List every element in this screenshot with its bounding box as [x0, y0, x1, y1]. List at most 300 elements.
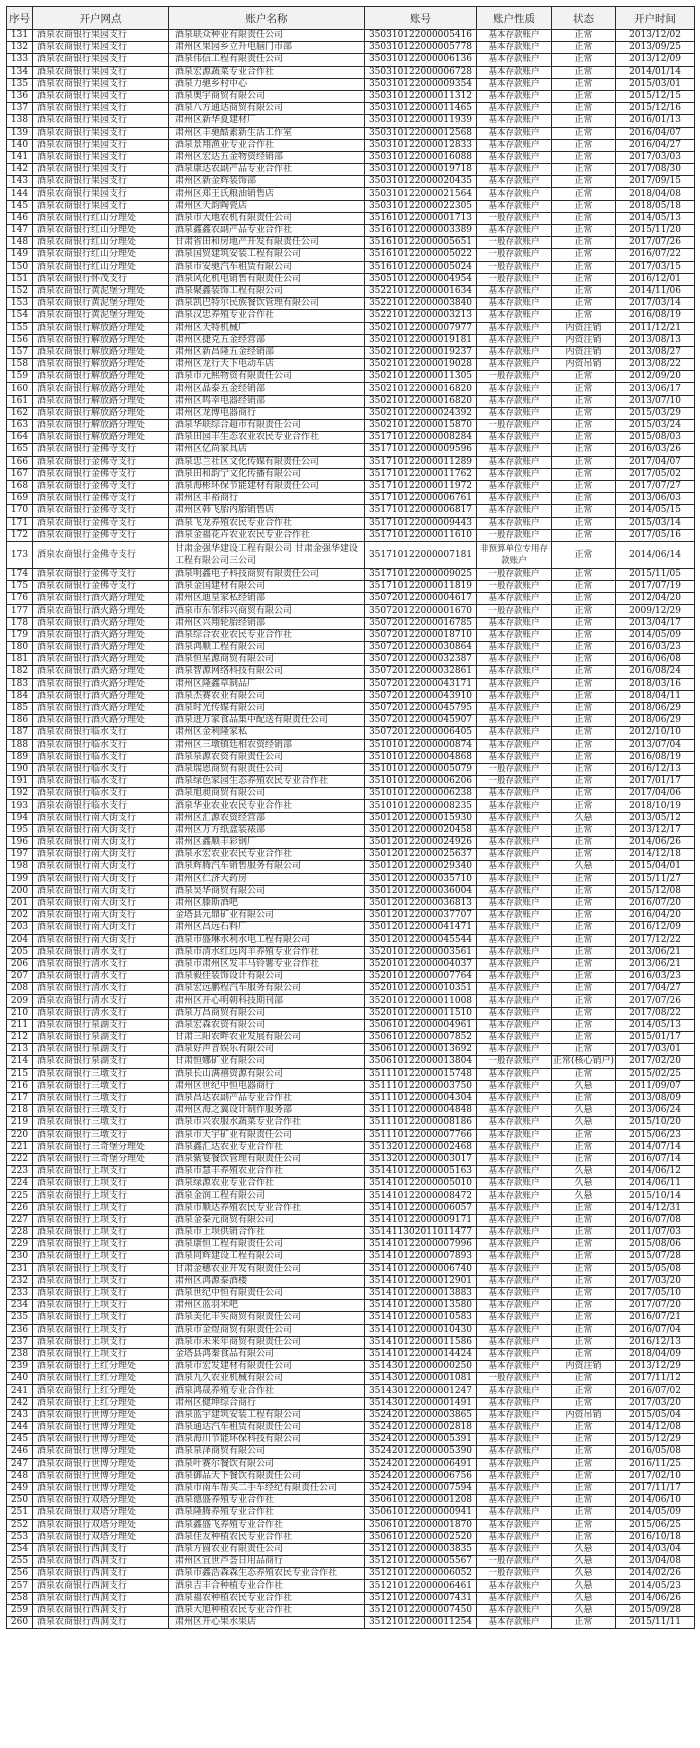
cell-branch: 酒泉农商银行酒火路分理处: [33, 666, 169, 678]
cell-status: 正常: [552, 1397, 616, 1409]
cell-branch: 酒泉农商银行清水支行: [33, 983, 169, 995]
table-row: [7, 237, 695, 249]
cell-index: 239: [7, 1361, 33, 1373]
cell-branch: 酒泉农商银行果园支行: [33, 78, 169, 90]
cell-account-type: 基本存款账户: [477, 1458, 552, 1470]
cell-open-date: 2015/01/17: [616, 1032, 695, 1044]
cell-index: 150: [7, 261, 33, 273]
cell-account-number: 352210122000003840: [365, 298, 477, 310]
cell-account-name: 酒泉华联综合超市有限责任公司: [169, 420, 365, 432]
cell-account-name: 肃州区世纪中恒电器商行: [169, 1080, 365, 1092]
cell-account-number: 351710122000011762: [365, 468, 477, 480]
cell-account-number: 351410122000011586: [365, 1336, 477, 1348]
table-row: [7, 897, 695, 909]
table-row: [7, 1385, 695, 1397]
cell-account-type: 基本存款账户: [477, 225, 552, 237]
cell-index: 211: [7, 1019, 33, 1031]
cell-branch: 酒泉农商银行金佛寺支行: [33, 505, 169, 517]
cell-index: 199: [7, 873, 33, 885]
cell-account-name: 酒泉市上坝供销合作社: [169, 1227, 365, 1239]
cell-account-name: 酒泉市清水红远肉羊养殖专业合作社: [169, 946, 365, 958]
cell-account-name: 肃州区万方纸盒装裱部: [169, 824, 365, 836]
cell-status: 正常: [552, 1202, 616, 1214]
cell-account-name: 酒泉美化丰实商贸有限责任公司: [169, 1312, 365, 1324]
cell-branch: 酒泉农商银行金佛寺支行: [33, 541, 169, 568]
cell-branch: 酒泉农商银行泉湖支行: [33, 1056, 169, 1068]
cell-status: 正常: [552, 581, 616, 593]
cell-account-type: 基本存款账户: [477, 934, 552, 946]
cell-status: 久悬: [552, 1604, 616, 1616]
table-row: [7, 151, 695, 163]
cell-branch: 酒泉农商银行上坝支行: [33, 1178, 169, 1190]
cell-account-name: 酒泉市慧丰养殖农业合作社: [169, 1166, 365, 1178]
cell-account-number: 350120122000045544: [365, 934, 477, 946]
cell-status: 正常: [552, 1336, 616, 1348]
cell-status: 正常: [552, 1275, 616, 1287]
cell-account-name: 酒泉康达农副产品专业合作社: [169, 164, 365, 176]
table-row: [7, 763, 695, 775]
table-row: [7, 1434, 695, 1446]
table-row: [7, 139, 695, 151]
cell-account-number: 350720122000032861: [365, 666, 477, 678]
table-row: [7, 1202, 695, 1214]
cell-account-name: 酒泉市兴农服水蔬菜专业合作社: [169, 1117, 365, 1129]
cell-status: 正常: [552, 971, 616, 983]
table-row: [7, 727, 695, 739]
table-row: [7, 1568, 695, 1580]
cell-index: 160: [7, 383, 33, 395]
cell-account-type: 基本存款账户: [477, 151, 552, 163]
cell-status: 正常: [552, 529, 616, 541]
table-row: [7, 1336, 695, 1348]
cell-branch: 酒泉农商银行上坝支行: [33, 1239, 169, 1251]
cell-open-date: 2015/05/04: [616, 1409, 695, 1421]
cell-open-date: 2015/03/24: [616, 420, 695, 432]
cell-account-type: 基本存款账户: [477, 642, 552, 654]
cell-account-number: 351710122000009443: [365, 517, 477, 529]
table-row: [7, 54, 695, 66]
cell-account-number: 352210122000003213: [365, 310, 477, 322]
table-row: [7, 1482, 695, 1494]
cell-index: 187: [7, 727, 33, 739]
cell-status: 正常: [552, 983, 616, 995]
cell-account-type: 基本存款账户: [477, 285, 552, 297]
cell-branch: 酒泉农商银行双塔分理处: [33, 1519, 169, 1531]
cell-branch: 酒泉农商银行果园支行: [33, 54, 169, 66]
cell-account-number: 351110122000008186: [365, 1117, 477, 1129]
table-row: [7, 30, 695, 42]
cell-status: 正常: [552, 1153, 616, 1165]
cell-index: 255: [7, 1556, 33, 1568]
table-row: [7, 1129, 695, 1141]
cell-account-type: 基本存款账户: [477, 1519, 552, 1531]
cell-status: 正常: [552, 1373, 616, 1385]
cell-branch: 酒泉农商银行南大街支行: [33, 934, 169, 946]
cell-open-date: 2017/07/20: [616, 1300, 695, 1312]
cell-index: 170: [7, 505, 33, 517]
cell-account-type: 基本存款账户: [477, 1202, 552, 1214]
cell-account-name: 肃州区鸣幸电器经销部: [169, 395, 365, 407]
cell-status: 正常: [552, 958, 616, 970]
cell-account-type: 基本存款账户: [477, 200, 552, 212]
cell-account-name: 酒泉叶赛尔餐饮有限公司: [169, 1458, 365, 1470]
cell-account-name: 肃州区韩飞胎内胎销售店: [169, 505, 365, 517]
cell-account-number: 351010122000006238: [365, 788, 477, 800]
table-row: [7, 1141, 695, 1153]
cell-account-name: 酒泉隆腾养殖专业合作社: [169, 1507, 365, 1519]
cell-status: 正常: [552, 1263, 616, 1275]
cell-account-name: 酒泉御品天下餐饮有限责任公司: [169, 1470, 365, 1482]
cell-index: 221: [7, 1141, 33, 1153]
cell-branch: 酒泉农商银行上坝支行: [33, 1263, 169, 1275]
cell-account-type: 基本存款账户: [477, 897, 552, 909]
cell-status: 正常: [552, 1495, 616, 1507]
table-row: [7, 824, 695, 836]
cell-account-number: 350120122000020458: [365, 824, 477, 836]
cell-open-date: 2013/12/09: [616, 54, 695, 66]
cell-branch: 酒泉农商银行西洞支行: [33, 1568, 169, 1580]
cell-account-name: 酒泉泉泽商贸有限公司: [169, 1446, 365, 1458]
table-row: [7, 298, 695, 310]
cell-account-name: 酒泉吉丰合种植专业合作社: [169, 1580, 365, 1592]
cell-status: 正常: [552, 654, 616, 666]
cell-index: 194: [7, 812, 33, 824]
cell-index: 183: [7, 678, 33, 690]
cell-account-name: 酒泉绿源农业专业合作社: [169, 1178, 365, 1190]
cell-branch: 酒泉农商银行金佛寺支行: [33, 468, 169, 480]
cell-account-name: 酒泉佳友种植农民专业合作社: [169, 1531, 365, 1543]
cell-account-type: 基本存款账户: [477, 1422, 552, 1434]
cell-open-date: 2016/07/08: [616, 1214, 695, 1226]
table-row: [7, 1556, 695, 1568]
cell-open-date: 2013/08/09: [616, 1092, 695, 1104]
cell-account-type: 一般存款账户: [477, 776, 552, 788]
cell-branch: 酒泉农商银行南大街支行: [33, 910, 169, 922]
cell-account-type: 基本存款账户: [477, 824, 552, 836]
cell-open-date: 2017/11/12: [616, 1373, 695, 1385]
cell-account-number: 350210122000019237: [365, 346, 477, 358]
cell-status: 正常: [552, 480, 616, 492]
cell-account-name: 酒泉毅佳装饰设计有限公司: [169, 971, 365, 983]
cell-index: 164: [7, 432, 33, 444]
cell-status: 正常: [552, 751, 616, 763]
cell-account-type: 基本存款账户: [477, 1214, 552, 1226]
cell-open-date: 2014/01/14: [616, 66, 695, 78]
cell-open-date: 2014/02/26: [616, 1568, 695, 1580]
cell-index: 214: [7, 1056, 33, 1068]
cell-open-date: 2017/03/15: [616, 261, 695, 273]
cell-account-type: 基本存款账户: [477, 1470, 552, 1482]
cell-index: 250: [7, 1495, 33, 1507]
cell-account-type: 基本存款账户: [477, 517, 552, 529]
cell-status: 正常: [552, 1312, 616, 1324]
cell-open-date: 2016/03/26: [616, 444, 695, 456]
cell-account-type: 基本存款账户: [477, 1117, 552, 1129]
cell-open-date: 2014/05/09: [616, 629, 695, 641]
cell-index: 240: [7, 1373, 33, 1385]
cell-index: 203: [7, 922, 33, 934]
cell-open-date: 2014/06/12: [616, 1166, 695, 1178]
cell-index: 212: [7, 1032, 33, 1044]
cell-open-date: 2018/04/11: [616, 690, 695, 702]
cell-account-type: 基本存款账户: [477, 910, 552, 922]
cell-account-type: 基本存款账户: [477, 1385, 552, 1397]
cell-open-date: 2018/06/29: [616, 702, 695, 714]
cell-account-type: 基本存款账户: [477, 90, 552, 102]
cell-account-type: 基本存款账户: [477, 922, 552, 934]
cell-account-name: 肃州区健坤综合商行: [169, 1397, 365, 1409]
cell-branch: 酒泉农商银行上坝支行: [33, 1348, 169, 1360]
table-row: [7, 456, 695, 468]
cell-account-type: 基本存款账户: [477, 1153, 552, 1165]
cell-account-type: 一般存款账户: [477, 273, 552, 285]
cell-status: 内资吊销: [552, 359, 616, 371]
cell-account-name: 肃州区新华夏建材厂: [169, 115, 365, 127]
cell-open-date: 2015/05/08: [616, 1263, 695, 1275]
table-row: [7, 1300, 695, 1312]
cell-status: 正常: [552, 629, 616, 641]
cell-branch: 酒泉农商银行清水支行: [33, 958, 169, 970]
table-row: [7, 1044, 695, 1056]
cell-status: 正常: [552, 873, 616, 885]
table-row: [7, 1422, 695, 1434]
cell-account-type: 基本存款账户: [477, 1580, 552, 1592]
cell-account-number: 350720122000045795: [365, 702, 477, 714]
cell-status: 内资注销: [552, 346, 616, 358]
cell-account-number: 352420122000006491: [365, 1458, 477, 1470]
cell-index: 138: [7, 115, 33, 127]
cell-branch: 酒泉农商银行金佛寺支行: [33, 444, 169, 456]
cell-index: 242: [7, 1397, 33, 1409]
cell-status: 正常: [552, 568, 616, 580]
cell-status: 正常: [552, 702, 616, 714]
cell-branch: 酒泉农商银行临水支行: [33, 751, 169, 763]
cell-index: 165: [7, 444, 33, 456]
table-row: [7, 1324, 695, 1336]
table-row: [7, 1446, 695, 1458]
table-row: [7, 568, 695, 580]
cell-account-type: 一般存款账户: [477, 1568, 552, 1580]
cell-status: 内资注销: [552, 322, 616, 334]
cell-account-type: 基本存款账户: [477, 995, 552, 1007]
cell-account-type: 基本存款账户: [477, 1227, 552, 1239]
cell-account-type: 基本存款账户: [477, 1068, 552, 1080]
cell-account-number: 350610122000004961: [365, 1019, 477, 1031]
cell-open-date: 2017/05/16: [616, 529, 695, 541]
cell-open-date: 2016/04/27: [616, 139, 695, 151]
cell-branch: 酒泉农商银行果园支行: [33, 66, 169, 78]
cell-account-name: 酒泉智源网络科技有限公司: [169, 666, 365, 678]
cell-account-name: 酒泉永宏农业农民专业合作社: [169, 849, 365, 861]
table-row: [7, 493, 695, 505]
cell-account-number: 350720122000043171: [365, 678, 477, 690]
cell-open-date: 2017/02/20: [616, 1056, 695, 1068]
cell-account-name: 酒泉方圆农业有限责任公司: [169, 1543, 365, 1555]
cell-status: 正常: [552, 212, 616, 224]
cell-account-name: 酒泉昌达农副产品专业合作社: [169, 1092, 365, 1104]
cell-open-date: 2015/08/03: [616, 432, 695, 444]
cell-open-date: 2014/03/04: [616, 1543, 695, 1555]
cell-branch: 酒泉农商银行南大街支行: [33, 824, 169, 836]
cell-account-type: 基本存款账户: [477, 346, 552, 358]
table-row: [7, 776, 695, 788]
cell-status: 正常: [552, 188, 616, 200]
cell-open-date: 2016/03/23: [616, 642, 695, 654]
cell-open-date: 2015/06/23: [616, 1129, 695, 1141]
cell-status: 正常: [552, 715, 616, 727]
cell-account-type: 基本存款账户: [477, 359, 552, 371]
cell-status: 正常: [552, 505, 616, 517]
cell-account-type: 基本存款账户: [477, 164, 552, 176]
cell-branch: 酒泉农商银行酒火路分理处: [33, 690, 169, 702]
cell-open-date: 2017/04/27: [616, 983, 695, 995]
cell-account-type: 基本存款账户: [477, 1336, 552, 1348]
cell-status: 正常: [552, 54, 616, 66]
cell-status: 内资吊销: [552, 1409, 616, 1421]
cell-status: 正常: [552, 176, 616, 188]
cell-open-date: 2012/10/10: [616, 727, 695, 739]
cell-account-number: 351710122000009025: [365, 568, 477, 580]
cell-account-number: 350210122000011305: [365, 371, 477, 383]
table-row: [7, 605, 695, 617]
cell-open-date: 2013/12/17: [616, 824, 695, 836]
cell-account-name: 肃州区龙行天下电动车店: [169, 359, 365, 371]
table-row: [7, 1056, 695, 1068]
table-row: [7, 1543, 695, 1555]
cell-account-type: 基本存款账户: [477, 1446, 552, 1458]
cell-branch: 酒泉农商银行三奇堡分理处: [33, 1141, 169, 1153]
cell-open-date: 2017/11/17: [616, 1482, 695, 1494]
cell-index: 168: [7, 480, 33, 492]
cell-open-date: 2013/05/12: [616, 812, 695, 824]
cell-index: 148: [7, 237, 33, 249]
cell-status: 正常: [552, 395, 616, 407]
cell-account-type: 基本存款账户: [477, 176, 552, 188]
cell-account-name: 酒泉金国建材有限公司: [169, 581, 365, 593]
cell-status: 正常: [552, 642, 616, 654]
cell-status: 正常: [552, 1251, 616, 1263]
cell-account-number: 351610122000003389: [365, 225, 477, 237]
table-row: [7, 788, 695, 800]
cell-index: 258: [7, 1592, 33, 1604]
cell-open-date: 2015/10/14: [616, 1190, 695, 1202]
cell-open-date: 2014/06/26: [616, 837, 695, 849]
cell-branch: 酒泉农商银行临水支行: [33, 776, 169, 788]
table-row: [7, 1458, 695, 1470]
table-row: [7, 715, 695, 727]
cell-account-type: 基本存款账户: [477, 1543, 552, 1555]
cell-open-date: 2016/10/18: [616, 1531, 695, 1543]
cell-account-name: 甘肃恒娜矿业有限公司: [169, 1056, 365, 1068]
cell-status: 正常: [552, 1019, 616, 1031]
cell-index: 259: [7, 1604, 33, 1616]
cell-index: 179: [7, 629, 33, 641]
cell-branch: 酒泉农商银行果园支行: [33, 164, 169, 176]
cell-account-number: 351210122000011254: [365, 1617, 477, 1629]
cell-branch: 酒泉农商银行上坝支行: [33, 1312, 169, 1324]
cell-account-name: 酒泉进万家食品集中配送有限责任公司: [169, 715, 365, 727]
cell-status: 正常: [552, 432, 616, 444]
cell-status: 正常: [552, 1227, 616, 1239]
table-row: [7, 946, 695, 958]
cell-index: 202: [7, 910, 33, 922]
cell-open-date: 2016/08/19: [616, 310, 695, 322]
cell-account-number: 350310122000012568: [365, 127, 477, 139]
cell-account-name: 酒泉景翔渔业专业合作社: [169, 139, 365, 151]
cell-status: 正常: [552, 1458, 616, 1470]
cell-account-type: 基本存款账户: [477, 78, 552, 90]
cell-open-date: 2014/05/23: [616, 1580, 695, 1592]
cell-account-name: 肃州区晶泰五金经销部: [169, 383, 365, 395]
cell-branch: 酒泉农商银行临水支行: [33, 788, 169, 800]
table-row: [7, 861, 695, 873]
cell-status: 正常: [552, 910, 616, 922]
cell-account-number: 351610122000005022: [365, 249, 477, 261]
cell-index: 186: [7, 715, 33, 727]
cell-status: 正常: [552, 1507, 616, 1519]
cell-account-name: 酒泉市顺达养殖农民专业合作社: [169, 1202, 365, 1214]
cell-account-number: 352010122000004037: [365, 958, 477, 970]
cell-branch: 酒泉农商银行三墩支行: [33, 1092, 169, 1104]
table-row: [7, 322, 695, 334]
cell-account-number: 350310122000011939: [365, 115, 477, 127]
table-row: [7, 983, 695, 995]
cell-account-type: 基本存款账户: [477, 812, 552, 824]
table-row: [7, 444, 695, 456]
cell-index: 228: [7, 1227, 33, 1239]
cell-open-date: 2014/05/09: [616, 1507, 695, 1519]
cell-account-name: 肃州区丰裕商行: [169, 493, 365, 505]
cell-account-number: 351110122000004848: [365, 1105, 477, 1117]
cell-branch: 酒泉农商银行果园支行: [33, 176, 169, 188]
header-account-number: 账号: [365, 7, 477, 30]
cell-account-name: 酒泉康恒工程有限责任公司: [169, 1239, 365, 1251]
cell-index: 181: [7, 654, 33, 666]
cell-index: 139: [7, 127, 33, 139]
cell-status: 正常: [552, 420, 616, 432]
cell-account-name: 肃州区开心果水果店: [169, 1617, 365, 1629]
cell-index: 144: [7, 188, 33, 200]
cell-branch: 酒泉农商银行双塔分理处: [33, 1531, 169, 1543]
cell-status: 正常: [552, 776, 616, 788]
table-row: [7, 1251, 695, 1263]
cell-account-number: 350120122000036004: [365, 885, 477, 897]
cell-index: 132: [7, 42, 33, 54]
cell-status: 久悬: [552, 1105, 616, 1117]
cell-open-date: 2013/06/24: [616, 1105, 695, 1117]
cell-account-type: 基本存款账户: [477, 1166, 552, 1178]
cell-open-date: 2017/08/22: [616, 1007, 695, 1019]
table-row: [7, 1019, 695, 1031]
cell-account-name: 肃州区隆鑫草制品厂: [169, 678, 365, 690]
cell-index: 257: [7, 1580, 33, 1592]
cell-account-type: 一般存款账户: [477, 529, 552, 541]
cell-open-date: 2013/12/02: [616, 30, 695, 42]
cell-status: 正常: [552, 1348, 616, 1360]
cell-account-number: 351320122000002468: [365, 1141, 477, 1153]
cell-status: 正常: [552, 1287, 616, 1299]
cell-branch: 酒泉农商银行上红分理处: [33, 1361, 169, 1373]
cell-index: 143: [7, 176, 33, 188]
cell-account-type: 基本存款账户: [477, 1190, 552, 1202]
cell-status: 正常: [552, 151, 616, 163]
cell-open-date: 2013/08/27: [616, 346, 695, 358]
cell-branch: 酒泉农商银行果园支行: [33, 127, 169, 139]
cell-account-number: 351710122000011972: [365, 480, 477, 492]
cell-account-type: 基本存款账户: [477, 1007, 552, 1019]
cell-branch: 酒泉农商银行果园支行: [33, 42, 169, 54]
cell-index: 182: [7, 666, 33, 678]
